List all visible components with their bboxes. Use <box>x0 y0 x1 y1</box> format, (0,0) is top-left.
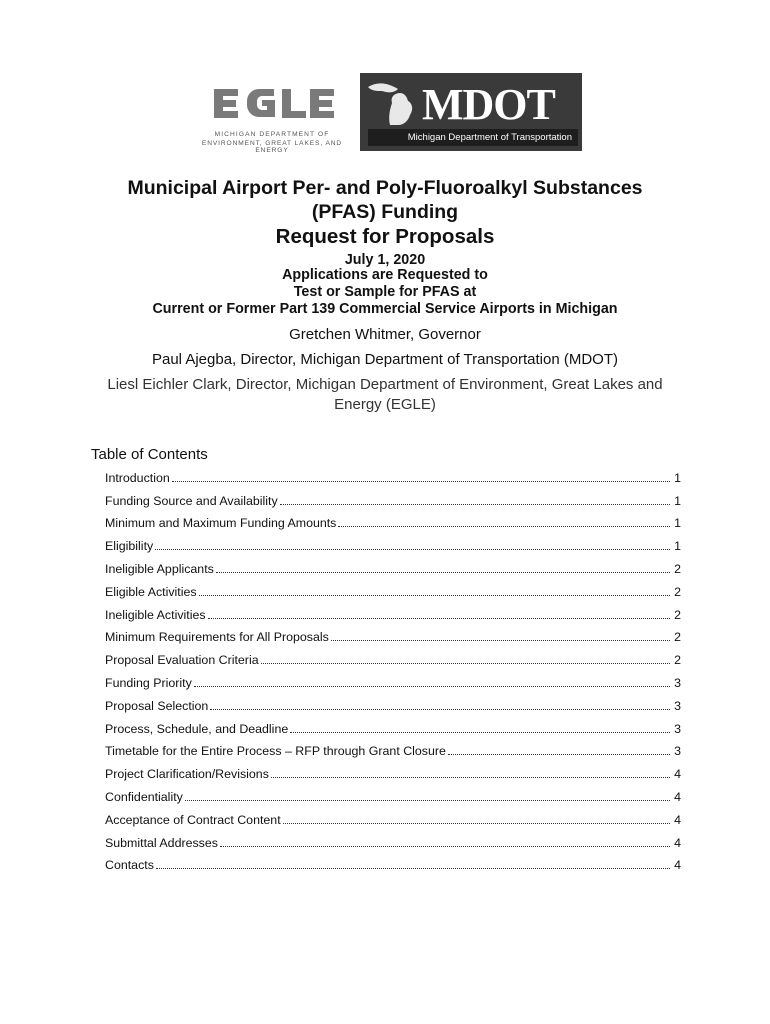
toc-entry-label: Ineligible Applicants <box>105 561 214 576</box>
toc-entry[interactable] <box>105 644 681 667</box>
toc-leader-dots <box>156 867 670 869</box>
toc-entry[interactable] <box>105 508 681 531</box>
toc-entry-page: 4 <box>674 767 681 782</box>
toc-entry-page: 4 <box>674 858 681 873</box>
egle-director-line: Liesl Eichler Clark, Director, Michigan Department of Environment, Great Lakes and Energy (EGLE) <box>107 376 663 413</box>
toc-leader-dots <box>208 617 671 619</box>
toc-entry-page: 2 <box>674 561 681 576</box>
toc-leader-dots <box>271 776 670 778</box>
toc-entry-label: Proposal Selection <box>105 698 209 713</box>
michigan-map-icon <box>364 79 422 129</box>
toc-entry-page: 2 <box>674 607 681 622</box>
egle-subtitle-line1: MICHIGAN DEPARTMENT OF <box>214 131 330 138</box>
toc-entry-label: Minimum Requirements for All Proposals <box>105 630 329 645</box>
toc-entry-label: Project Clarification/Revisions <box>105 767 269 782</box>
toc-leader-dots <box>338 525 670 527</box>
toc-entry-label: Funding Priority <box>105 675 192 690</box>
toc-leader-dots <box>194 685 670 687</box>
toc-entry-page: 2 <box>674 584 681 599</box>
toc-entry-page: 4 <box>674 812 681 827</box>
toc-entry-label: Submittal Addresses <box>105 835 218 850</box>
toc-entry[interactable] <box>105 485 681 508</box>
toc-entry-page: 1 <box>674 470 681 485</box>
toc-entry-label: Eligible Activities <box>105 584 197 599</box>
toc-entry-label: Ineligible Activities <box>105 607 206 622</box>
toc-entry-page: 2 <box>674 653 681 668</box>
egle-wordmark-icon <box>212 85 336 125</box>
toc-entry-label: Contacts <box>105 858 154 873</box>
title-line-1: Municipal Airport Per- and Poly-Fluoroalkyl Substances <box>127 177 643 199</box>
request-line-3: Current or Former Part 139 Commercial Service Airports in Michigan <box>152 301 618 317</box>
request-line-2: Test or Sample for PFAS at <box>293 284 477 300</box>
toc-entry-page: 1 <box>674 539 681 554</box>
toc-entry-label: Funding Source and Availability <box>105 493 278 508</box>
mdot-director-line: Paul Ajegba, Director, Michigan Department of Transportation (MDOT) <box>151 351 619 368</box>
toc-entry-label: Confidentiality <box>105 789 183 804</box>
toc-entry-label: Minimum and Maximum Funding Amounts <box>105 516 337 531</box>
table-of-contents <box>105 462 681 872</box>
toc-entry[interactable] <box>105 713 681 736</box>
toc-entry[interactable] <box>105 804 681 827</box>
toc-entry[interactable] <box>105 850 681 873</box>
toc-entry[interactable] <box>105 599 681 622</box>
toc-entry-label: Eligibility <box>105 539 154 554</box>
toc-entry-page: 4 <box>674 835 681 850</box>
toc-entry-page: 1 <box>674 516 681 531</box>
toc-entry[interactable] <box>105 781 681 804</box>
logo-banner <box>186 73 586 153</box>
toc-entry[interactable] <box>105 462 681 485</box>
toc-entry[interactable] <box>105 622 681 645</box>
document-date: July 1, 2020 <box>344 252 426 268</box>
toc-entry[interactable] <box>105 553 681 576</box>
toc-entry-label: Introduction <box>105 470 170 485</box>
toc-entry[interactable] <box>105 667 681 690</box>
mdot-tagline: Michigan Department of Transportation <box>368 129 578 146</box>
toc-entry-label: Timetable for the Entire Process – RFP through Grant Closure <box>105 744 446 759</box>
toc-leader-dots <box>185 799 670 801</box>
toc-entry[interactable] <box>105 530 681 553</box>
title-line-3: Request for Proposals <box>275 225 495 248</box>
toc-leader-dots <box>261 662 671 664</box>
toc-entry-label: Acceptance of Contract Content <box>105 812 281 827</box>
toc-leader-dots <box>290 731 670 733</box>
egle-logo <box>186 85 358 154</box>
toc-entry[interactable] <box>105 690 681 713</box>
toc-entry-page: 3 <box>674 744 681 759</box>
toc-leader-dots <box>210 708 670 710</box>
toc-entry[interactable] <box>105 758 681 781</box>
title-line-2: (PFAS) Funding <box>311 201 459 223</box>
toc-leader-dots <box>280 503 670 505</box>
toc-leader-dots <box>216 571 670 573</box>
toc-entry-label: Process, Schedule, and Deadline <box>105 721 289 736</box>
toc-entry-page: 2 <box>674 630 681 645</box>
toc-entry-page: 4 <box>674 789 681 804</box>
governor-line: Gretchen Whitmer, Governor <box>289 326 481 343</box>
toc-leader-dots <box>283 822 670 824</box>
toc-entry-page: 3 <box>674 698 681 713</box>
toc-entry-page: 1 <box>674 493 681 508</box>
request-line-1: Applications are Requested to <box>282 267 488 283</box>
toc-leader-dots <box>220 845 670 847</box>
mdot-wordmark: MDOT <box>422 80 555 129</box>
toc-entry[interactable] <box>105 736 681 759</box>
toc-entry[interactable] <box>105 827 681 850</box>
toc-entry-page: 3 <box>674 721 681 736</box>
toc-entry[interactable] <box>105 576 681 599</box>
toc-leader-dots <box>199 594 671 596</box>
egle-subtitle-line2: ENVIRONMENT, GREAT LAKES, AND ENERGY <box>201 140 343 154</box>
toc-leader-dots <box>155 548 670 550</box>
toc-leader-dots <box>448 753 670 755</box>
toc-heading: Table of Contents <box>91 446 208 463</box>
toc-leader-dots <box>331 639 670 641</box>
toc-leader-dots <box>172 480 670 482</box>
toc-entry-label: Proposal Evaluation Criteria <box>105 653 259 668</box>
mdot-logo <box>360 73 582 151</box>
toc-entry-page: 3 <box>674 675 681 690</box>
